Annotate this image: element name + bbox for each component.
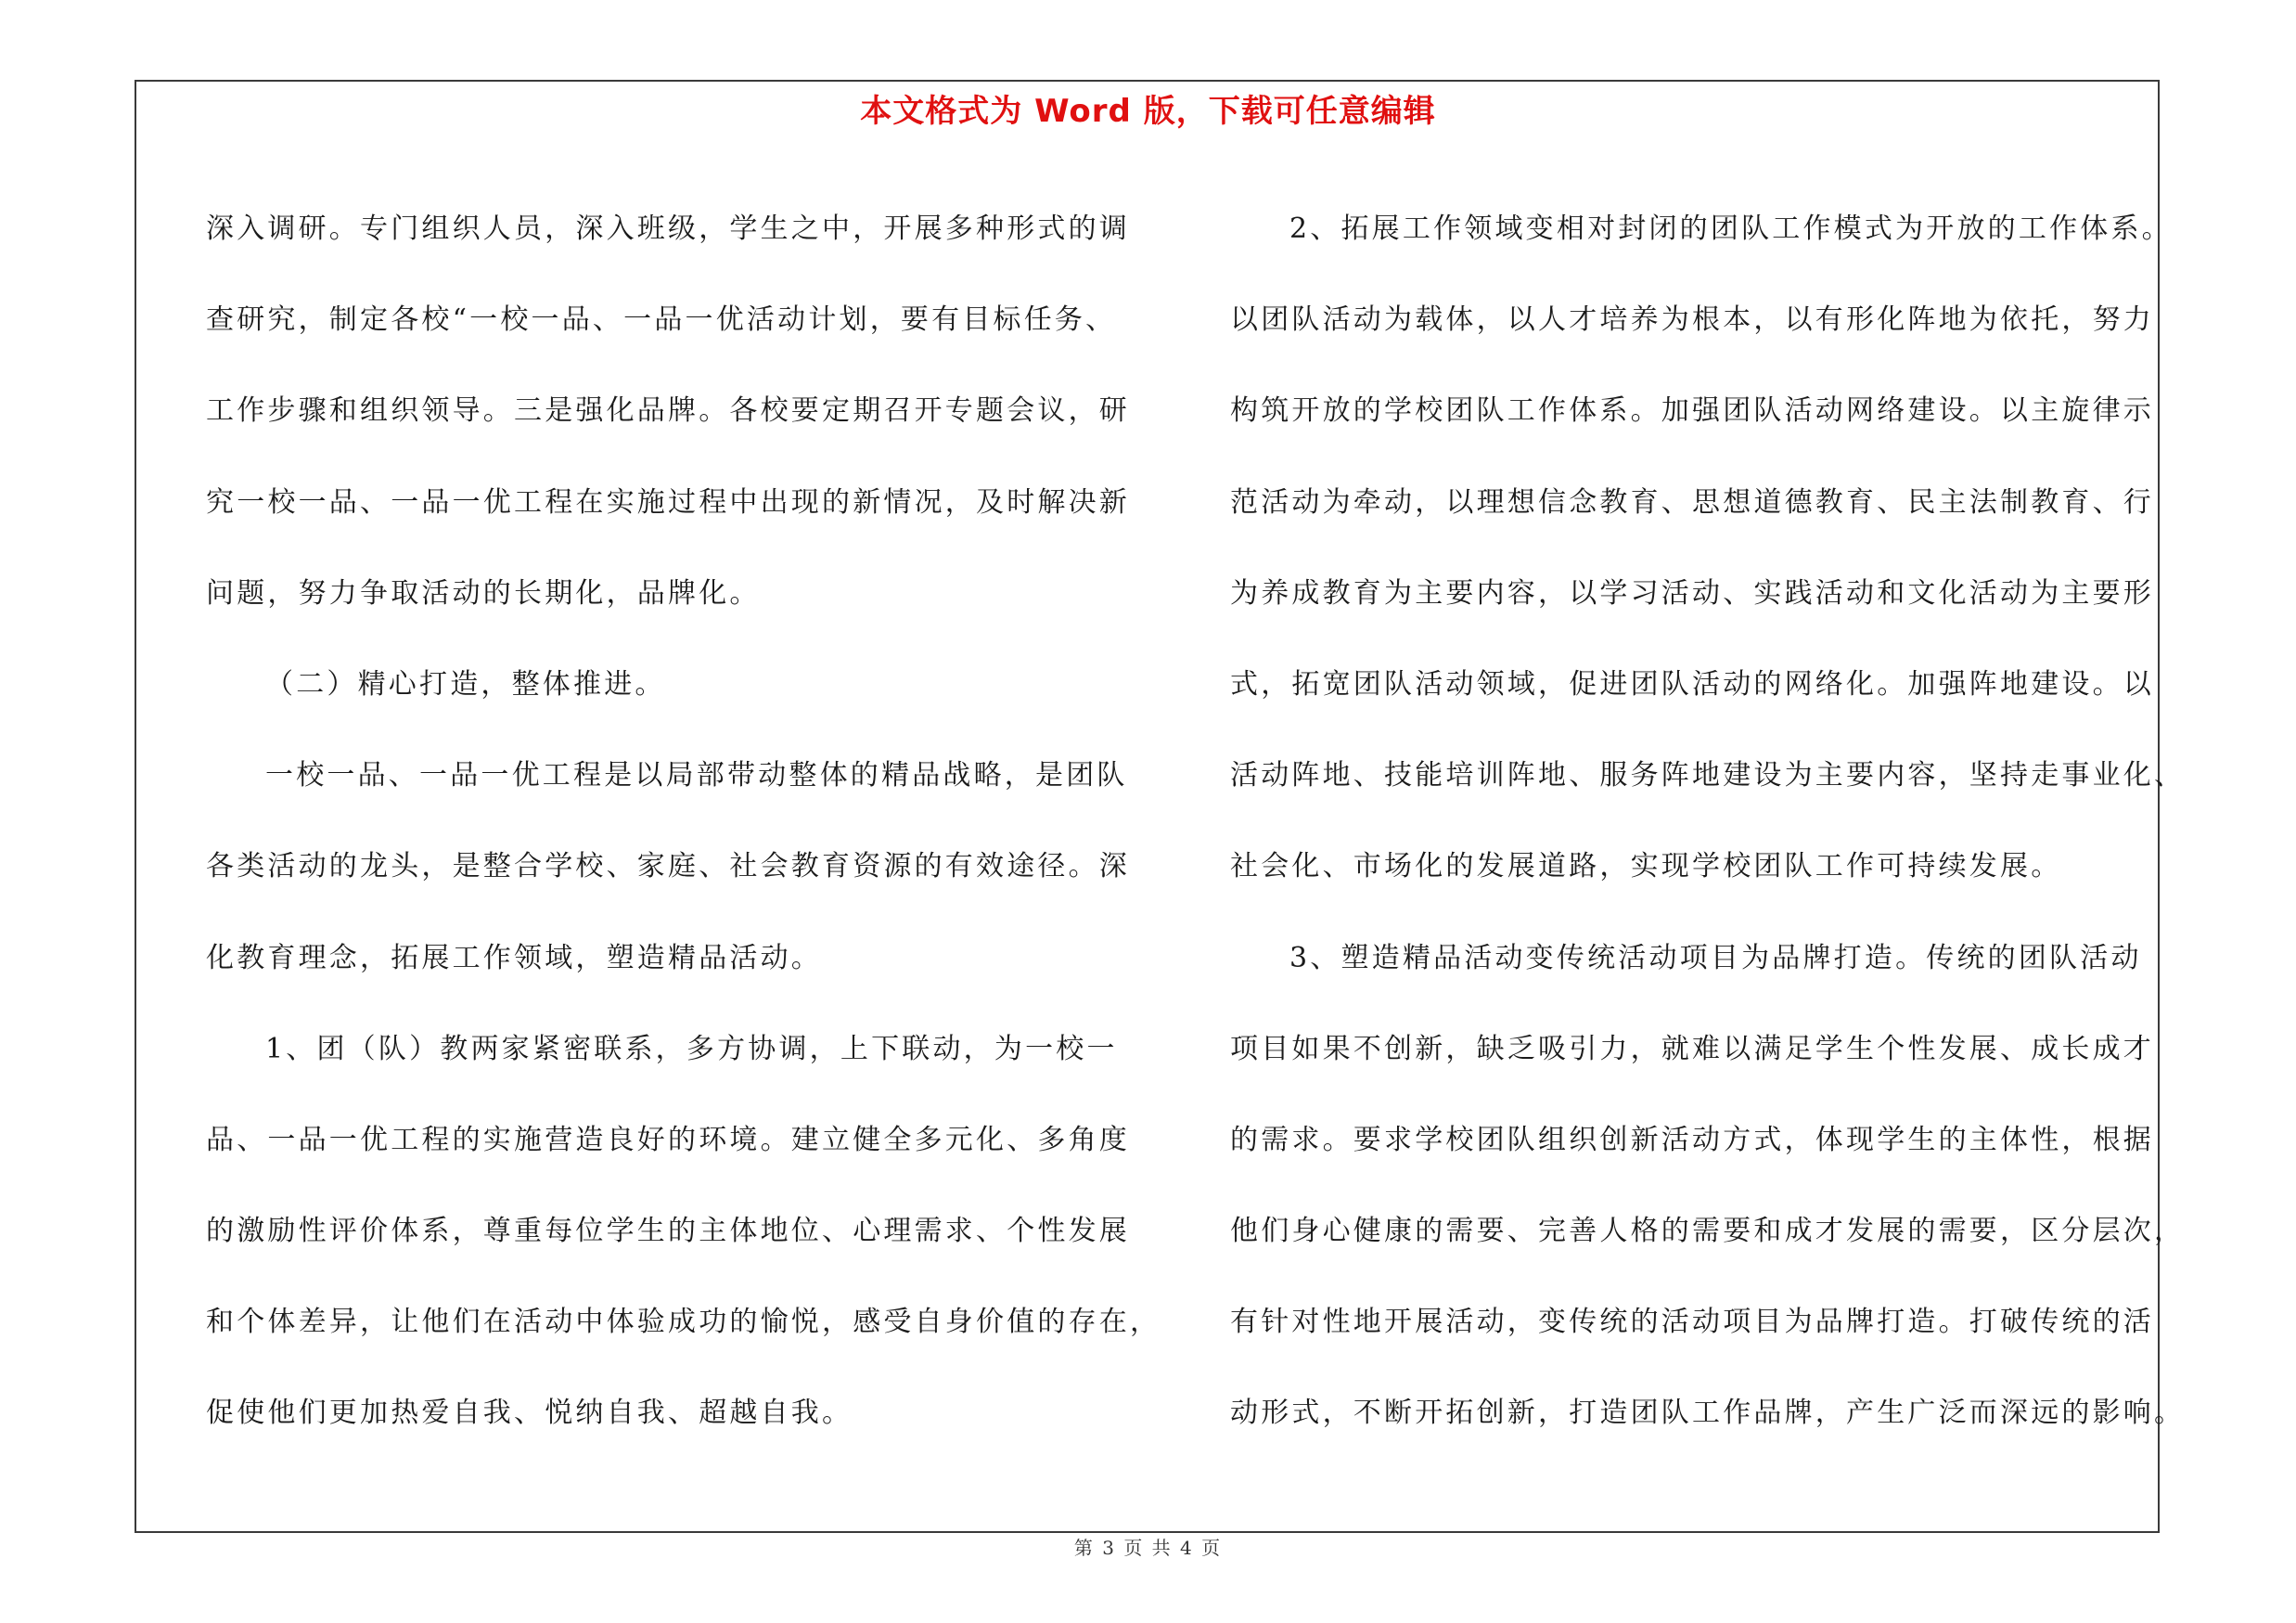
text-line: 促使他们更加热爱自我、悦纳自我、超越自我。 [206, 1397, 853, 1430]
text-line: 他们身心健康的需要、完善人格的需要和成才发展的需要，区分层次， [1230, 1215, 2186, 1248]
text-line: 动形式，不断开拓创新，打造团队工作品牌，产生广泛而深远的影响。 [1230, 1397, 2186, 1430]
right-text-column [1230, 184, 2186, 1460]
text-line: 各类活动的龙头，是整合学校、家庭、社会教育资源的有效途径。深 [206, 850, 1130, 883]
format-banner: 本文格式为 Word 版，下载可任意编辑 [860, 93, 1436, 130]
text-line: 一校一品、一品一优工程是以局部带动整体的精品战略，是团队 [265, 759, 1128, 792]
text-line: 2、拓展工作领域变相对封闭的团队工作模式为开放的工作体系。 [1289, 213, 2173, 245]
text-line: 范活动为牵动，以理想信念教育、思想道德教育、民主法制教育、行 [1230, 485, 2154, 519]
text-line: 式，拓宽团队活动领域，促进团队活动的网络化。加强阵地建设。以 [1230, 667, 2154, 701]
text-line: 1、团（队）教两家紧密联系，多方协调，上下联动，为一校一 [265, 1032, 1118, 1065]
section-heading: （二）精心打造，整体推进。 [265, 667, 666, 701]
text-line: 以团队活动为载体，以人才培养为根本，以有形化阵地为依托，努力 [1230, 303, 2154, 337]
text-line: 为养成教育为主要内容，以学习活动、实践活动和文化活动为主要形 [1230, 576, 2154, 610]
text-line: 问题，努力争取活动的长期化，品牌化。 [206, 576, 761, 610]
text-line: 究一校一品、一品一优工程在实施过程中出现的新情况，及时解决新 [206, 485, 1130, 519]
text-line: 活动阵地、技能培训阵地、服务阵地建设为主要内容，坚持走事业化、 [1230, 759, 2186, 792]
text-line: 深入调研。专门组织人员，深入班级，学生之中，开展多种形式的调 [206, 213, 1130, 245]
text-line: 和个体差异，让他们在活动中体验成功的愉悦，感受自身价值的存在， [206, 1306, 1161, 1339]
text-line: 项目如果不创新，缺乏吸引力，就难以满足学生个性发展、成长成才 [1230, 1032, 2154, 1065]
text-line: 的需求。要求学校团队组织创新活动方式，体现学生的主体性，根据 [1230, 1123, 2154, 1156]
text-line: 化教育理念，拓展工作领域，塑造精品活动。 [206, 941, 822, 974]
text-line: 查研究，制定各校“一校一品、一品一优活动计划，要有目标任务、 [206, 303, 1117, 337]
text-line: 品、一品一优工程的实施营造良好的环境。建立健全多元化、多角度 [206, 1123, 1130, 1156]
page-number: 第 3 页 共 4 页 [1073, 1537, 1223, 1559]
text-line: 有针对性地开展活动，变传统的活动项目为品牌打造。打破传统的活 [1230, 1306, 2154, 1339]
text-line: 构筑开放的学校团队工作体系。加强团队活动网络建设。以主旋律示 [1230, 394, 2154, 428]
text-line: 社会化、市场化的发展道路，实现学校团队工作可持续发展。 [1230, 850, 2062, 883]
text-line: 的激励性评价体系，尊重每位学生的主体地位、心理需求、个性发展 [206, 1215, 1130, 1248]
left-text-column [206, 184, 1161, 1460]
text-line: 3、塑造精品活动变传统活动项目为品牌打造。传统的团队活动 [1289, 941, 2142, 974]
text-line: 工作步骤和组织领导。三是强化品牌。各校要定期召开专题会议，研 [206, 394, 1130, 428]
